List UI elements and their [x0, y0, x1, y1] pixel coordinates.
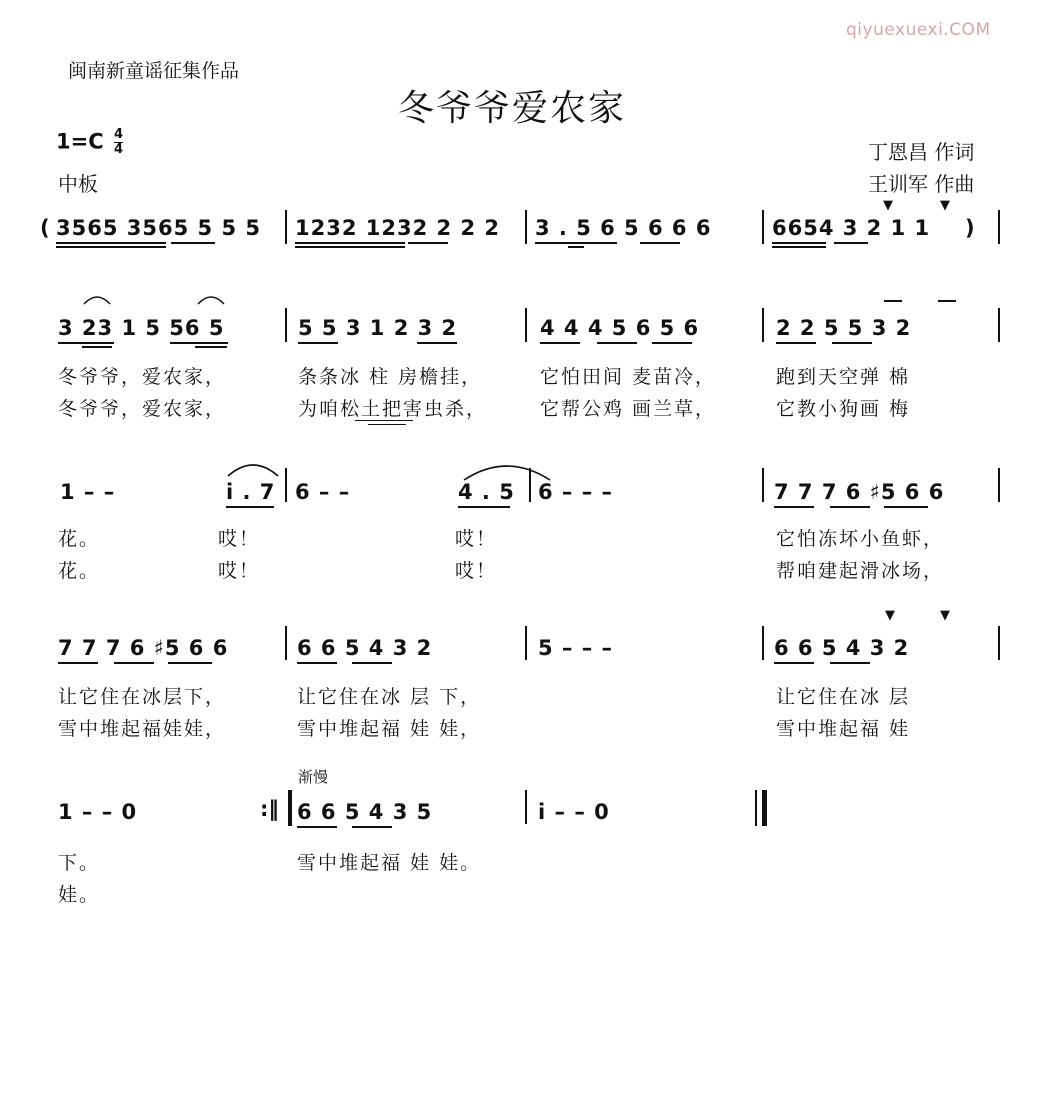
lyric-line: 哎！ — [455, 528, 498, 550]
beam-line — [58, 342, 114, 344]
row3-measure3: 6 – – – — [538, 480, 614, 504]
lyric-line: 帮咱建起滑冰场， — [776, 560, 945, 582]
beam-line — [458, 506, 510, 508]
final-barline-thin — [755, 790, 757, 826]
row2-measure4: 2 2 5 5 3 2 — [776, 316, 912, 340]
row2-measure3: 4 4 4 5 6 5 6 — [540, 316, 700, 340]
repeat-sign: :‖ — [260, 797, 279, 821]
row3-measure2b: 4 . 5 — [458, 480, 515, 504]
beam-line — [834, 242, 868, 244]
row1-measure1: 3565 3565 5 5 5 — [56, 216, 261, 240]
row3-measure2a: 6 – – — [295, 480, 351, 504]
lyric-line: 哎！ — [455, 560, 498, 582]
accent-mark: ▼ — [885, 608, 895, 623]
slur-arc — [196, 290, 226, 306]
beam-line — [195, 346, 227, 348]
barline — [285, 308, 287, 342]
beam-line — [56, 242, 166, 244]
barline — [525, 790, 527, 824]
lyric-line: 它怕田间 麦苗冷， — [540, 366, 717, 388]
lyric-line: 花。 — [58, 528, 101, 550]
intro-close-paren: ) — [965, 216, 976, 240]
barline — [525, 210, 527, 244]
beam-line — [352, 662, 392, 664]
row3-measure4: 7 7 7 6 ♯5 6 6 — [774, 480, 945, 504]
lyric-line: 冬爷爷，爱农家， — [58, 398, 227, 420]
beam-line — [776, 342, 816, 344]
row3-measure1a: 1 – – — [60, 480, 116, 504]
beam-line — [352, 826, 392, 828]
barline — [525, 626, 527, 660]
beam-line — [295, 242, 405, 244]
row2-measure2: 5 5 3 1 2 3 2 — [298, 316, 458, 340]
beam-line — [295, 246, 405, 248]
beam-line — [774, 506, 814, 508]
beam-line — [597, 342, 637, 344]
beam-line — [226, 506, 274, 508]
composer-credit: 王训军 作曲 — [868, 172, 975, 196]
barline — [285, 626, 287, 660]
beam-line — [535, 242, 617, 244]
lyric-line: 哎！ — [218, 528, 261, 550]
tenuto-mark — [938, 300, 956, 302]
lyric-line: 让它住在冰 层 — [776, 686, 911, 708]
barline — [525, 308, 527, 342]
lyric-line: 花。 — [58, 560, 101, 582]
lyric-line: 雪中堆起福 娃 娃。 — [297, 852, 482, 874]
barline — [998, 308, 1000, 342]
lyric-line: 娃。 — [58, 884, 101, 906]
beam-line — [640, 242, 680, 244]
lyric-line: 它怕冻坏小鱼虾， — [776, 528, 945, 550]
beam-line — [568, 246, 584, 248]
tie-arc — [462, 456, 552, 482]
row4-measure4: 6 6 5 4 3 2 — [774, 636, 910, 660]
row5-measure1: 1 – – 0 — [58, 800, 138, 824]
barline — [998, 626, 1000, 660]
repeat-thick-bar — [288, 790, 292, 826]
beam-line — [298, 342, 338, 344]
row5-measure2: 6 6 5 4 3 5 — [297, 800, 433, 824]
tenuto-mark — [884, 300, 902, 302]
beam-line — [772, 242, 826, 244]
beam-line — [58, 662, 98, 664]
accent-mark: ▼ — [940, 608, 950, 623]
tempo-marking: 中板 — [58, 172, 98, 196]
lyricist-credit: 丁恩昌 作词 — [868, 140, 975, 164]
beam-line — [171, 242, 215, 244]
lyric-line: 哎！ — [218, 560, 261, 582]
beam-line — [772, 246, 826, 248]
row2-measure1: 3 23 1 5 56 5 — [58, 316, 225, 340]
key-signature: 1=C $\frac{4}{4}$ — [56, 127, 123, 157]
barline — [285, 210, 287, 244]
row1-measure3: 3 . 5 6 5 6 6 6 — [535, 216, 712, 240]
lyric-line: 让它住在冰层下， — [58, 686, 227, 708]
lyric-line: 它教小狗画 梅 — [776, 398, 911, 420]
beam-line — [408, 242, 448, 244]
row1-measure2: 1232 1232 2 2 2 — [295, 216, 500, 240]
barline — [762, 308, 764, 342]
accent-mark: ▼ — [883, 198, 893, 213]
row4-measure1: 7 7 7 6 ♯5 6 6 — [58, 636, 229, 660]
ritardando-marking: 渐慢 — [298, 768, 329, 786]
beam-line — [652, 342, 692, 344]
beam-line — [540, 342, 580, 344]
barline — [762, 626, 764, 660]
beam-line — [774, 662, 814, 664]
beam-line — [114, 662, 154, 664]
beam-line — [830, 662, 870, 664]
beam-line — [417, 342, 457, 344]
beam-line — [884, 506, 928, 508]
lyric-line: 雪中堆起福 娃 — [776, 718, 911, 740]
row4-measure3: 5 – – – — [538, 636, 614, 660]
beam-line — [297, 826, 337, 828]
lyric-line: 冬爷爷，爱农家， — [58, 366, 227, 388]
beam-line — [168, 662, 212, 664]
beam-line — [832, 342, 872, 344]
tie-arc — [226, 456, 280, 478]
lyric-line: 雪中堆起福娃娃， — [58, 718, 227, 740]
barline — [529, 468, 531, 502]
lyric-slur-underline — [368, 424, 406, 425]
barline — [285, 468, 287, 502]
watermark-text: qiyuexuexi.COM — [846, 20, 991, 40]
intro-open-paren: ( — [40, 216, 51, 240]
subtitle: 闽南新童谣征集作品 — [68, 60, 240, 82]
lyric-line: 它帮公鸡 画兰草， — [540, 398, 717, 420]
row3-measure1b: i . 7 — [226, 480, 276, 504]
song-title: 冬爷爷爱农家 — [398, 88, 627, 129]
lyric-line: 雪中堆起福 娃 娃， — [297, 718, 482, 740]
row4-measure2: 6 6 5 4 3 2 — [297, 636, 433, 660]
barline — [998, 468, 1000, 502]
beam-line — [170, 342, 228, 344]
row1-measure4: 6654 3 2 1 1 — [772, 216, 931, 240]
barline — [762, 210, 764, 244]
beam-line — [297, 662, 337, 664]
barline — [998, 210, 1000, 244]
lyric-line: 跑到天空弹 棉 — [776, 366, 911, 388]
beam-line — [830, 506, 870, 508]
beam-line — [82, 346, 112, 348]
time-signature: $\frac{4}{4}$ — [113, 127, 123, 157]
row5-measure3: i – – 0 — [538, 800, 610, 824]
slur-arc — [82, 290, 112, 306]
final-barline-thick — [762, 790, 767, 826]
beam-line — [56, 246, 166, 248]
accent-mark: ▼ — [940, 198, 950, 213]
barline — [762, 468, 764, 502]
lyric-slur-underline — [355, 420, 413, 421]
lyric-line: 下。 — [58, 852, 101, 874]
lyric-line: 条条冰 柱 房檐挂， — [298, 366, 483, 388]
lyric-line: 为咱松土把害虫杀， — [298, 398, 488, 420]
lyric-line: 让它住在冰 层 下， — [297, 686, 482, 708]
